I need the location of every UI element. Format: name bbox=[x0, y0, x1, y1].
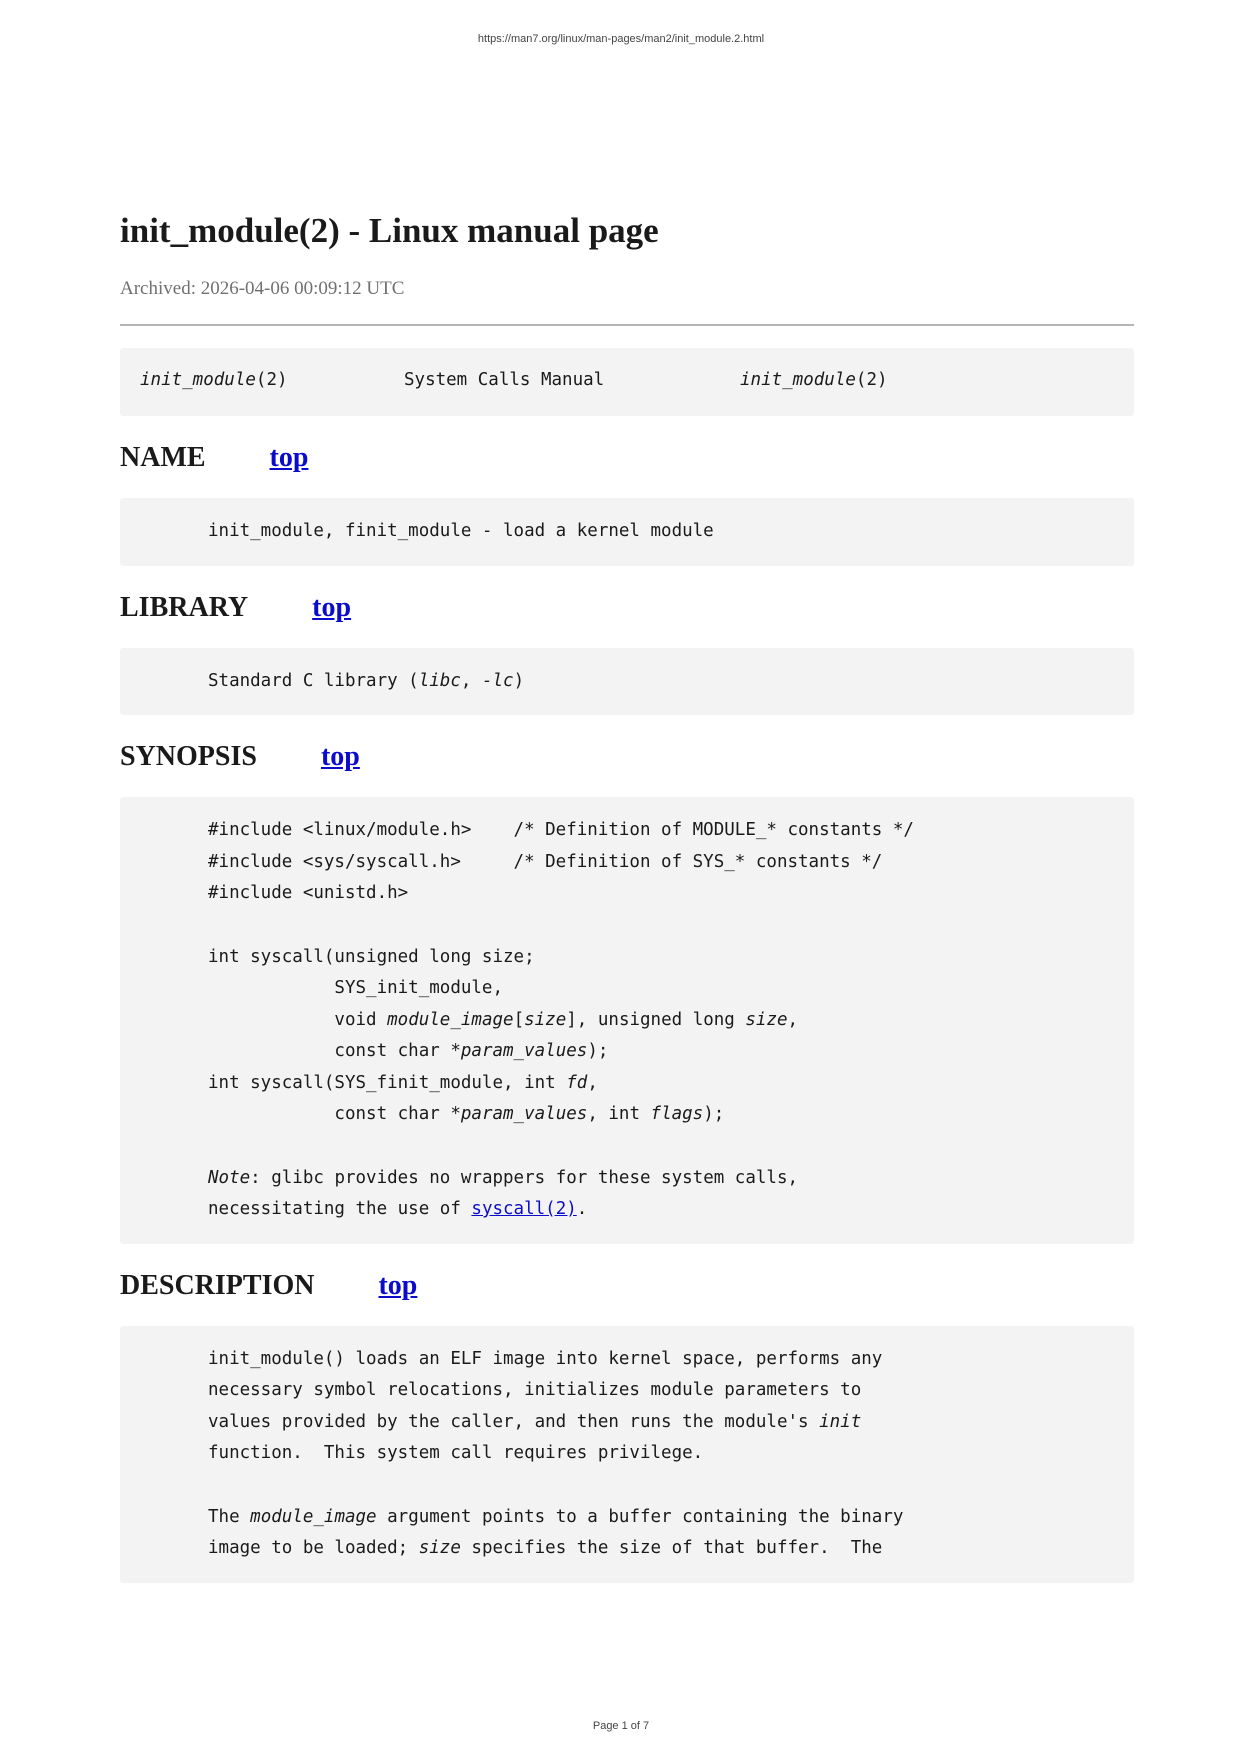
page-title: init_module(2) - Linux manual page bbox=[120, 211, 659, 250]
description-line: image to be loaded; size specifies the size of that buffer. The bbox=[208, 1538, 883, 1558]
library-text: Standard C library (libc, -lc) bbox=[208, 670, 525, 691]
section-heading-synopsis: SYNOPSIS top bbox=[120, 727, 1134, 787]
top-link-description[interactable]: top bbox=[378, 1269, 418, 1301]
header-right: init_module(2) bbox=[740, 370, 888, 390]
man-page-content bbox=[120, 210, 1134, 1583]
description-box bbox=[120, 1326, 1134, 1583]
synopsis-code-line: int syscall(SYS_finit_module, int fd, bbox=[208, 1072, 598, 1093]
page-number: Page 1 of 7 bbox=[592, 1720, 650, 1732]
synopsis-include-line: #include <sys/syscall.h> /* Definition of SYS_* constants */ bbox=[208, 851, 883, 872]
synopsis-code-line: int syscall(unsigned long size; bbox=[208, 946, 535, 967]
library-box bbox=[120, 648, 1134, 716]
title-divider bbox=[120, 324, 1134, 326]
synopsis-box bbox=[120, 797, 1134, 1244]
synopsis-code-line: void module_image[size], unsigned long size, bbox=[208, 1009, 799, 1030]
description-line: init_module() loads an ELF image into kernel space, performs any bbox=[208, 1348, 883, 1369]
synopsis-include-line: #include <linux/module.h> /* Definition of MODULE_* constants */ bbox=[208, 820, 914, 840]
description-line: necessary symbol relocations, initializes module parameters to bbox=[208, 1380, 862, 1400]
section-heading-description: DESCRIPTION top bbox=[120, 1256, 1134, 1316]
synopsis-note-line: Note: glibc provides no wrappers for these system calls, bbox=[208, 1167, 799, 1188]
synopsis-code-line: const char *param_values, int flags); bbox=[208, 1104, 725, 1124]
syscall-link[interactable]: syscall(2) bbox=[471, 1199, 577, 1219]
top-link-synopsis[interactable]: top bbox=[320, 741, 360, 772]
top-link-name[interactable]: top bbox=[269, 442, 309, 473]
archived-timestamp: Archived: 2026-04-06 00:09:12 UTC bbox=[120, 278, 405, 299]
description-line: The module_image argument points to a buffer containing the binary bbox=[208, 1506, 904, 1527]
man-header-box bbox=[120, 348, 1134, 416]
header-left: init_module(2) bbox=[140, 370, 288, 390]
description-line: values provided by the caller, and then runs the module's init bbox=[208, 1411, 862, 1432]
top-link-library[interactable]: top bbox=[312, 591, 352, 623]
section-heading-library: LIBRARY top bbox=[120, 578, 1134, 638]
header-center: System Calls Manual bbox=[404, 370, 605, 390]
name-box bbox=[120, 498, 1134, 566]
synopsis-code-line: const char *param_values); bbox=[208, 1041, 609, 1061]
synopsis-note-line: necessitating the use of syscall(2). bbox=[208, 1199, 588, 1219]
page-url: https://man7.org/linux/man-pages/man2/init_module.2.html bbox=[477, 33, 765, 45]
description-line: function. This system call requires privilege. bbox=[208, 1443, 704, 1463]
synopsis-include-line: #include <unistd.h> bbox=[208, 883, 409, 903]
section-heading-name: NAME top bbox=[120, 428, 1134, 488]
synopsis-code-line: SYS_init_module, bbox=[208, 978, 504, 998]
name-text: init_module, finit_module - load a kernel module bbox=[208, 521, 714, 541]
